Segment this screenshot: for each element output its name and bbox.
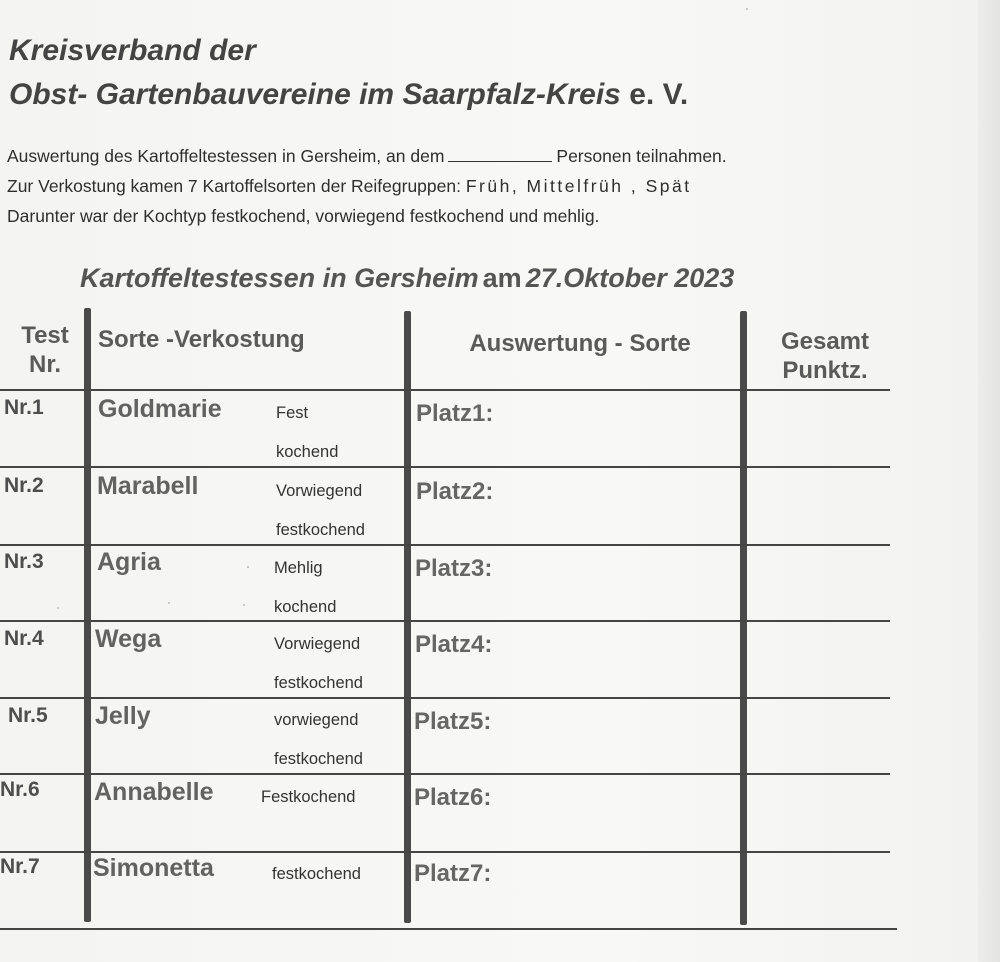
column-divider-2 <box>404 311 411 923</box>
row-6-type <box>261 778 355 817</box>
org-title-line1: Kreisverband der <box>9 34 256 67</box>
table-title <box>80 263 734 294</box>
row-1-type <box>276 394 338 472</box>
table-bottom-line <box>0 928 897 930</box>
intro-line-2-text: Zur Verkostung kamen 7 Kartoffelsorten der Reifegruppen: <box>7 176 461 196</box>
scan-speck <box>247 566 249 568</box>
header-test-nr-line1: Test <box>21 322 69 349</box>
header-sorte: Sorte -Verkostung <box>98 326 305 353</box>
intro-line-3: Darunter war der Kochtyp festkochend, vorwiegend festkochend und mehlig. <box>7 206 600 226</box>
row-4-type <box>274 625 363 703</box>
row-2-type-line2: festkochend <box>276 521 365 539</box>
row-4-sorte: Wega <box>95 625 162 653</box>
row-1-sorte: Goldmarie <box>98 395 222 423</box>
row-3-type <box>274 549 336 627</box>
row-2-platz: Platz2: <box>416 478 494 505</box>
row-1-type-line2: kochend <box>276 443 339 461</box>
row-7-type-line1: festkochend <box>272 865 361 883</box>
header-auswertung: Auswertung - Sorte <box>469 330 691 357</box>
header-test-nr <box>10 321 80 379</box>
row-7-type <box>272 855 361 894</box>
row-5-type-line1: vorwiegend <box>274 711 359 729</box>
column-divider-3 <box>740 311 747 925</box>
row-3-platz: Platz3: <box>415 555 493 582</box>
row-1-nr: Nr.1 <box>4 396 44 419</box>
row-4-nr: Nr.4 <box>4 627 44 650</box>
row-6-platz: Platz6: <box>414 784 492 811</box>
row-1-type-line1: Fest <box>276 404 309 422</box>
scan-speck <box>57 607 59 609</box>
header-gesamt <box>752 327 898 385</box>
row-4-type-line1: Vorwiegend <box>274 635 361 653</box>
row-separator <box>0 773 890 775</box>
row-7-platz: Platz7: <box>414 860 492 887</box>
row-separator <box>0 697 890 699</box>
scan-speck <box>243 604 245 606</box>
row-3-nr: Nr.3 <box>4 550 44 573</box>
intro-line-2 <box>7 176 692 197</box>
row-separator <box>0 389 890 391</box>
participants-blank <box>448 145 552 162</box>
row-2-nr: Nr.2 <box>4 474 44 497</box>
scan-speck <box>746 8 748 10</box>
row-4-platz: Platz4: <box>415 631 493 658</box>
row-5-platz: Platz5: <box>414 708 492 735</box>
row-3-sorte: Agria <box>97 548 161 576</box>
scan-speck <box>168 602 170 604</box>
row-5-nr: Nr.5 <box>8 704 48 727</box>
row-6-nr: Nr.6 <box>0 778 40 801</box>
page-edge <box>978 0 1000 962</box>
row-4-type-line2: festkochend <box>274 674 363 692</box>
row-2-type-line1: Vorwiegend <box>276 482 363 500</box>
table-title-main: Kartoffeltestessen in Gersheim <box>80 263 479 293</box>
row-3-type-line1: Mehlig <box>274 559 323 577</box>
intro-line-1-end: Personen teilnahmen. <box>556 146 727 166</box>
row-separator <box>0 466 890 468</box>
header-gesamt-line1: Gesamt <box>780 328 870 355</box>
header-test-nr-line2: Nr. <box>28 351 61 378</box>
table-title-date: 27.Oktober 2023 <box>525 263 735 293</box>
row-2-sorte: Marabell <box>97 472 199 500</box>
header-gesamt-line2: Punktz. <box>782 357 868 384</box>
row-5-type <box>274 701 363 779</box>
row-7-nr: Nr.7 <box>0 855 40 878</box>
row-1-platz: Platz1: <box>416 400 494 427</box>
row-separator <box>0 851 890 853</box>
intro-line-1 <box>7 145 727 167</box>
ripeness-groups: Früh, Mittelfrüh , Spät <box>465 176 692 196</box>
row-6-type-line1: Festkochend <box>261 788 356 806</box>
org-suffix: e. V. <box>629 78 689 111</box>
table-title-am: am <box>482 263 522 293</box>
column-divider-1 <box>84 308 91 922</box>
row-separator <box>0 620 890 622</box>
row-5-sorte: Jelly <box>95 702 151 730</box>
row-5-type-line2: festkochend <box>274 750 363 768</box>
row-separator <box>0 544 890 546</box>
row-7-sorte: Simonetta <box>93 854 214 882</box>
row-2-type <box>276 472 365 550</box>
intro-line-1-text: Auswertung des Kartoffeltestessen in Gersheim, an dem <box>7 146 445 166</box>
org-name: Obst- Gartenbauvereine im Saarpfalz-Kreis <box>9 78 621 111</box>
row-6-sorte: Annabelle <box>94 778 214 806</box>
org-title-line2 <box>9 78 688 112</box>
row-3-type-line2: kochend <box>274 598 337 616</box>
